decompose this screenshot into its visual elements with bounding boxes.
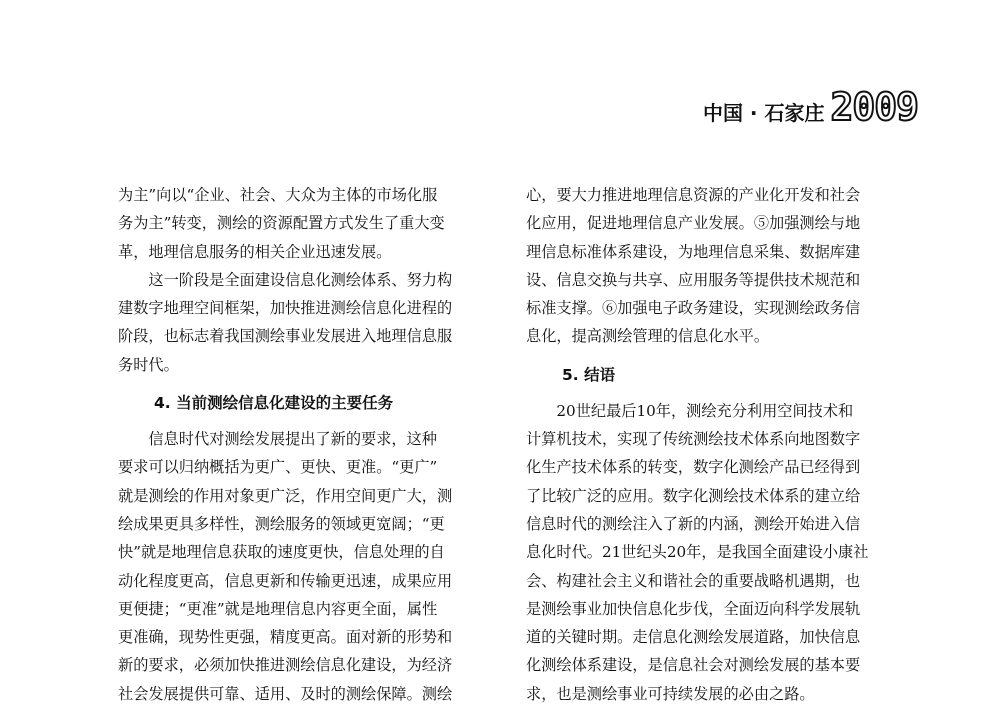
text-line: 就是测绘的作用对象更广泛，作用空间更广大，测 xyxy=(118,486,453,505)
text-line: 这一阶段是全面建设信息化测绘体系、努力构 xyxy=(148,270,453,289)
text-line: 息化时代。21世纪头20年，是我国全面建设小康社 xyxy=(526,543,869,562)
text-line: 阶段，也标志着我国测绘事业发展进入地理信息服 xyxy=(118,327,453,346)
right-paragraph-1 xyxy=(526,181,912,351)
text-line: 设、信息交换与共享、应用服务等提供技术规范和 xyxy=(526,270,861,289)
text-line: 建数字地理空间框架，加快推进测绘信息化进程的 xyxy=(118,299,453,318)
text-line: 化测绘体系建设，是信息社会对测绘发展的基本要 xyxy=(526,656,861,675)
right-column xyxy=(526,181,912,708)
text-line: 会、构建社会主义和谐社会的重要战略机遇期，也 xyxy=(526,571,861,590)
text-line: 动化程度更高，信息更新和传输更迅速，成果应用 xyxy=(118,571,453,590)
left-paragraph-2 xyxy=(118,266,504,379)
text-line: 社会发展提供可靠、适用、及时的测绘保障。测绘 xyxy=(118,684,453,703)
text-line: 更准确，现势性更强，精度更高。面对新的形势和 xyxy=(118,628,453,647)
text-line: 务为主”转变，测绘的资源配置方式发生了重大变 xyxy=(118,214,445,233)
text-line: 息化，提高测绘管理的信息化水平。 xyxy=(526,327,769,346)
text-line: 为主”向以“企业、社会、大众为主体的市场化服 xyxy=(118,186,438,204)
text-line: 化应用，促进地理信息产业发展。⑤加强测绘与地 xyxy=(526,214,861,233)
text-line: 信息时代的测绘注入了新的内涵，测绘开始进入信 xyxy=(526,514,861,533)
text-line: 求，也是测绘事业可持续发展的必由之路。 xyxy=(526,684,815,703)
text-line: 20世纪最后10年，测绘充分利用空间技术和 xyxy=(556,401,854,420)
page-header xyxy=(702,85,918,129)
text-line: 标准支撑。⑥加强电子政务建设，实现测绘政务信 xyxy=(526,299,861,318)
text-line: 快”就是地理信息获取的速度更快，信息处理的自 xyxy=(118,543,445,562)
left-paragraph-3 xyxy=(118,425,504,708)
text-line: 心，要大力推进地理信息资源的产业化开发和社会 xyxy=(526,186,861,204)
header-year-logo: 2009 xyxy=(830,85,918,129)
text-line: 更便捷；“更准”就是地理信息内容更全面，属性 xyxy=(118,599,438,618)
text-line: 计算机技术，实现了传统测绘技术体系向地图数字 xyxy=(526,430,861,449)
text-line: 理信息标准体系建设，为地理信息采集、数据库建 xyxy=(526,242,861,261)
text-line: 了比较广泛的应用。数字化测绘技术体系的建立给 xyxy=(526,486,861,505)
text-line: 要求可以归纳概括为更广、更快、更准。“更广” xyxy=(118,458,438,477)
text-line: 化生产技术体系的转变，数字化测绘产品已经得到 xyxy=(526,458,861,477)
header-location: 中国 · 石家庄 xyxy=(702,101,825,125)
text-line: 新的要求，必须加快推进测绘信息化建设，为经济 xyxy=(118,656,453,675)
section-heading-5: 5. 结语 xyxy=(562,365,616,384)
left-paragraph-1 xyxy=(118,181,504,266)
text-line: 革，地理信息服务的相关企业迅速发展。 xyxy=(118,242,392,261)
text-line: 绘成果更具多样性，测绘服务的领域更宽阔；“更 xyxy=(118,514,445,533)
section-heading-4: 4. 当前测绘信息化建设的主要任务 xyxy=(154,394,394,413)
left-column xyxy=(118,181,504,708)
text-line: 道的关键时期。走信息化测绘发展道路，加快信息 xyxy=(526,628,861,647)
text-line: 是测绘事业加快信息化步伐，全面迈向科学发展轨 xyxy=(526,599,861,618)
right-paragraph-2 xyxy=(526,397,912,708)
text-line: 务时代。 xyxy=(118,355,179,374)
text-line: 信息时代对测绘发展提出了新的要求，这种 xyxy=(148,430,437,449)
